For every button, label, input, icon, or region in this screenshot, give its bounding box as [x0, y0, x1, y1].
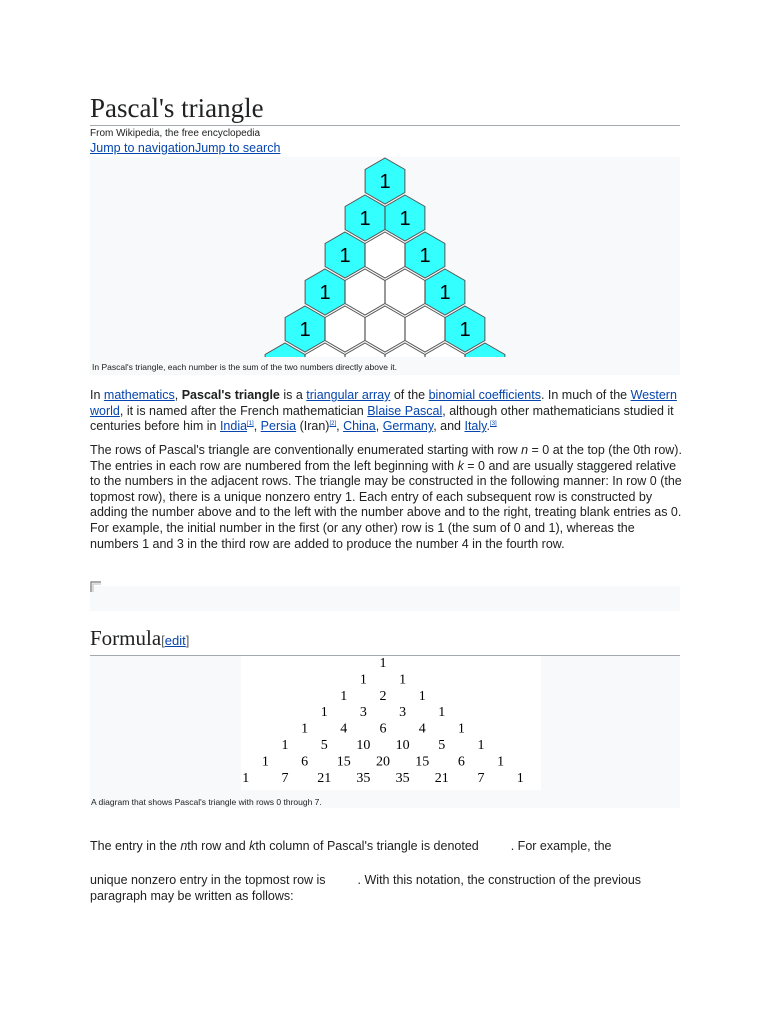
- hex-cell-r3-c1: [345, 269, 385, 315]
- pascal-entry-r6-c2: 15: [336, 754, 351, 770]
- pascal-entry-r7-c1: 7: [281, 770, 289, 786]
- hexagon-figure: [90, 157, 680, 375]
- pascal-entry-r6-c6: 1: [497, 754, 505, 770]
- hex-value-r2-c0: 1: [339, 245, 351, 267]
- hex-cell-r3-c2: [385, 269, 425, 315]
- hex-value-r4-c0: 1: [299, 319, 311, 341]
- pascal-entry-r4-c4: 1: [457, 721, 465, 737]
- edit-section: [edit]: [161, 633, 190, 648]
- page-title: Pascal's triangle: [90, 92, 680, 126]
- hex-cell-r4-c3: [405, 306, 445, 352]
- link-binomial-coefficients[interactable]: binomial coefficients: [428, 388, 541, 402]
- jump-to-navigation-link[interactable]: Jump to navigation: [90, 141, 195, 155]
- pascal-entry-r4-c1: 4: [340, 721, 348, 737]
- pascal-entry-r1-c0: 1: [359, 672, 367, 688]
- hex-value-r5-c0: [279, 356, 290, 357]
- link-persia[interactable]: Persia: [260, 419, 297, 434]
- pascal-entry-r5-c3: 10: [395, 738, 410, 753]
- hex-value-r3-c0: 1: [319, 282, 331, 304]
- hexagon-triangle-image[interactable]: [90, 157, 680, 357]
- pascal-entry-r5-c0: 1: [281, 738, 289, 753]
- jump-links: [90, 141, 280, 155]
- bold-pascals-triangle: Pascal's triangle: [181, 388, 280, 402]
- broken-image-icon[interactable]: [90, 581, 102, 593]
- link-china[interactable]: China: [343, 419, 376, 434]
- rows-paragraph: The rows of Pascal's triangle are conventionally enumerated starting with row n = 0 at the top (the 0th row). The entries in each row are numbered from the left beginning with k = 0 and are usually staggered relative to the numbers in the adjacent rows. The triangle may be constructed in the following manner: In row 0 (the topmost row), there is a unique nonzero entry 1. Each entry of each subsequent row is constructed by adding the number above and to the left with the number above and to the right, treating blank entries as 0. For example, the initial number in the first (or any other) row is 1 (the sum of 0 and 1), whereas the numbers 1 and 3 in the third row are added to produce the number 4 in the fourth row.: [90, 443, 682, 551]
- hex-value-r1-c1: 1: [399, 208, 411, 230]
- jump-to-search-link[interactable]: Jump to search: [194, 141, 281, 155]
- pascal-entry-r6-c4: 15: [415, 754, 430, 770]
- link-india[interactable]: India: [219, 419, 248, 434]
- pascal-entry-r2-c2: 1: [418, 688, 426, 704]
- link-triangular-array[interactable]: triangular array: [306, 388, 391, 402]
- pascal-entry-r5-c2: 10: [356, 738, 371, 753]
- pascal-entry-r4-c0: 1: [301, 721, 309, 737]
- pascal-entry-r3-c1: 3: [359, 705, 367, 721]
- pascal-entry-r3-c0: 1: [320, 705, 328, 721]
- hex-value-r1-c0: 1: [359, 208, 371, 230]
- hex-cell-r4-c2: [365, 306, 405, 352]
- edit-link[interactable]: edit: [164, 633, 186, 648]
- hexagon-figure-caption: In Pascal's triangle, each number is the sum of the two numbers directly above it.: [92, 362, 397, 372]
- link-mathematics[interactable]: mathematics: [103, 388, 175, 402]
- pascal-numbers-caption: A diagram that shows Pascal's triangle with rows 0 through 7.: [91, 797, 322, 807]
- link-germany[interactable]: Germany: [382, 419, 434, 434]
- pascal-entry-r4-c3: 4: [418, 721, 426, 737]
- hex-value-r2-c2: 1: [419, 245, 431, 267]
- link-italy[interactable]: Italy: [464, 419, 487, 434]
- pascal-entry-r5-c5: 1: [477, 738, 485, 753]
- hex-value-r3-c3: 1: [439, 282, 451, 304]
- pascal-entry-r3-c2: 3: [399, 705, 407, 721]
- pascal-entry-r5-c1: 5: [320, 738, 328, 753]
- pascal-entry-r0-c0: 1: [379, 656, 387, 671]
- hex-cell-r4-c1: [325, 306, 365, 352]
- notation-line-1: The entry in the nth row and kth column of Pascal's triangle is denoted . For example, the: [90, 839, 612, 853]
- pascal-entry-r6-c0: 1: [261, 754, 269, 770]
- pascal-entry-r6-c5: 6: [457, 754, 465, 770]
- pascal-entry-r5-c4: 5: [438, 738, 446, 753]
- pascal-entry-r7-c2: 21: [317, 770, 332, 786]
- tagline: From Wikipedia, the free encyclopedia: [90, 128, 261, 139]
- citation-1[interactable]: [1]: [247, 421, 254, 428]
- notation-line-2: unique nonzero entry in the topmost row is . With this notation, the construction of the previous paragraph may be written as follows:: [90, 873, 642, 903]
- citation-3[interactable]: [3]: [489, 421, 497, 428]
- pascal-entry-r2-c0: 1: [340, 688, 348, 704]
- pascal-entry-r7-c0: 1: [242, 770, 250, 786]
- pascal-entry-r7-c7: 1: [516, 770, 524, 786]
- intro-paragraph: In mathematics, Pascal's triangle is a triangular array of the binomial coefficients. In much of the Western world, it is named after the French mathematician Blaise Pascal, although other mathematicians studied it centuries before him in India[1], Persia (Iran)[2], China, Germany, and Italy.[3]: [90, 388, 677, 434]
- citation-2[interactable]: [2]: [329, 421, 337, 428]
- pascal-numbers-image[interactable]: [241, 656, 541, 790]
- link-blaise-pascal[interactable]: Blaise Pascal: [367, 403, 443, 418]
- pascal-entry-r7-c4: 35: [395, 770, 410, 786]
- pascal-entry-r7-c6: 7: [477, 770, 485, 786]
- link-western-world[interactable]: Western world: [90, 388, 677, 418]
- animation-figure: [90, 575, 680, 611]
- hex-value-r5-c5: [479, 356, 490, 357]
- pascal-entry-r6-c1: 6: [301, 754, 309, 770]
- pascal-entry-r6-c3: 20: [376, 754, 390, 770]
- formula-heading: Formula[edit]: [90, 624, 680, 656]
- pascal-entry-r2-c1: 2: [379, 688, 387, 704]
- hex-value-r4-c4: 1: [459, 319, 471, 341]
- pascal-entry-r1-c1: 1: [399, 672, 407, 688]
- pascal-entry-r7-c3: 35: [356, 770, 371, 786]
- pascal-entry-r3-c3: 1: [438, 705, 446, 721]
- pascal-numbers-figure: [90, 656, 680, 808]
- hex-cell-r2-c1: [365, 232, 405, 278]
- pascal-entry-r7-c5: 21: [434, 770, 449, 786]
- pascal-entry-r4-c2: 6: [379, 721, 387, 737]
- hex-value-r0-c0: 1: [379, 171, 391, 193]
